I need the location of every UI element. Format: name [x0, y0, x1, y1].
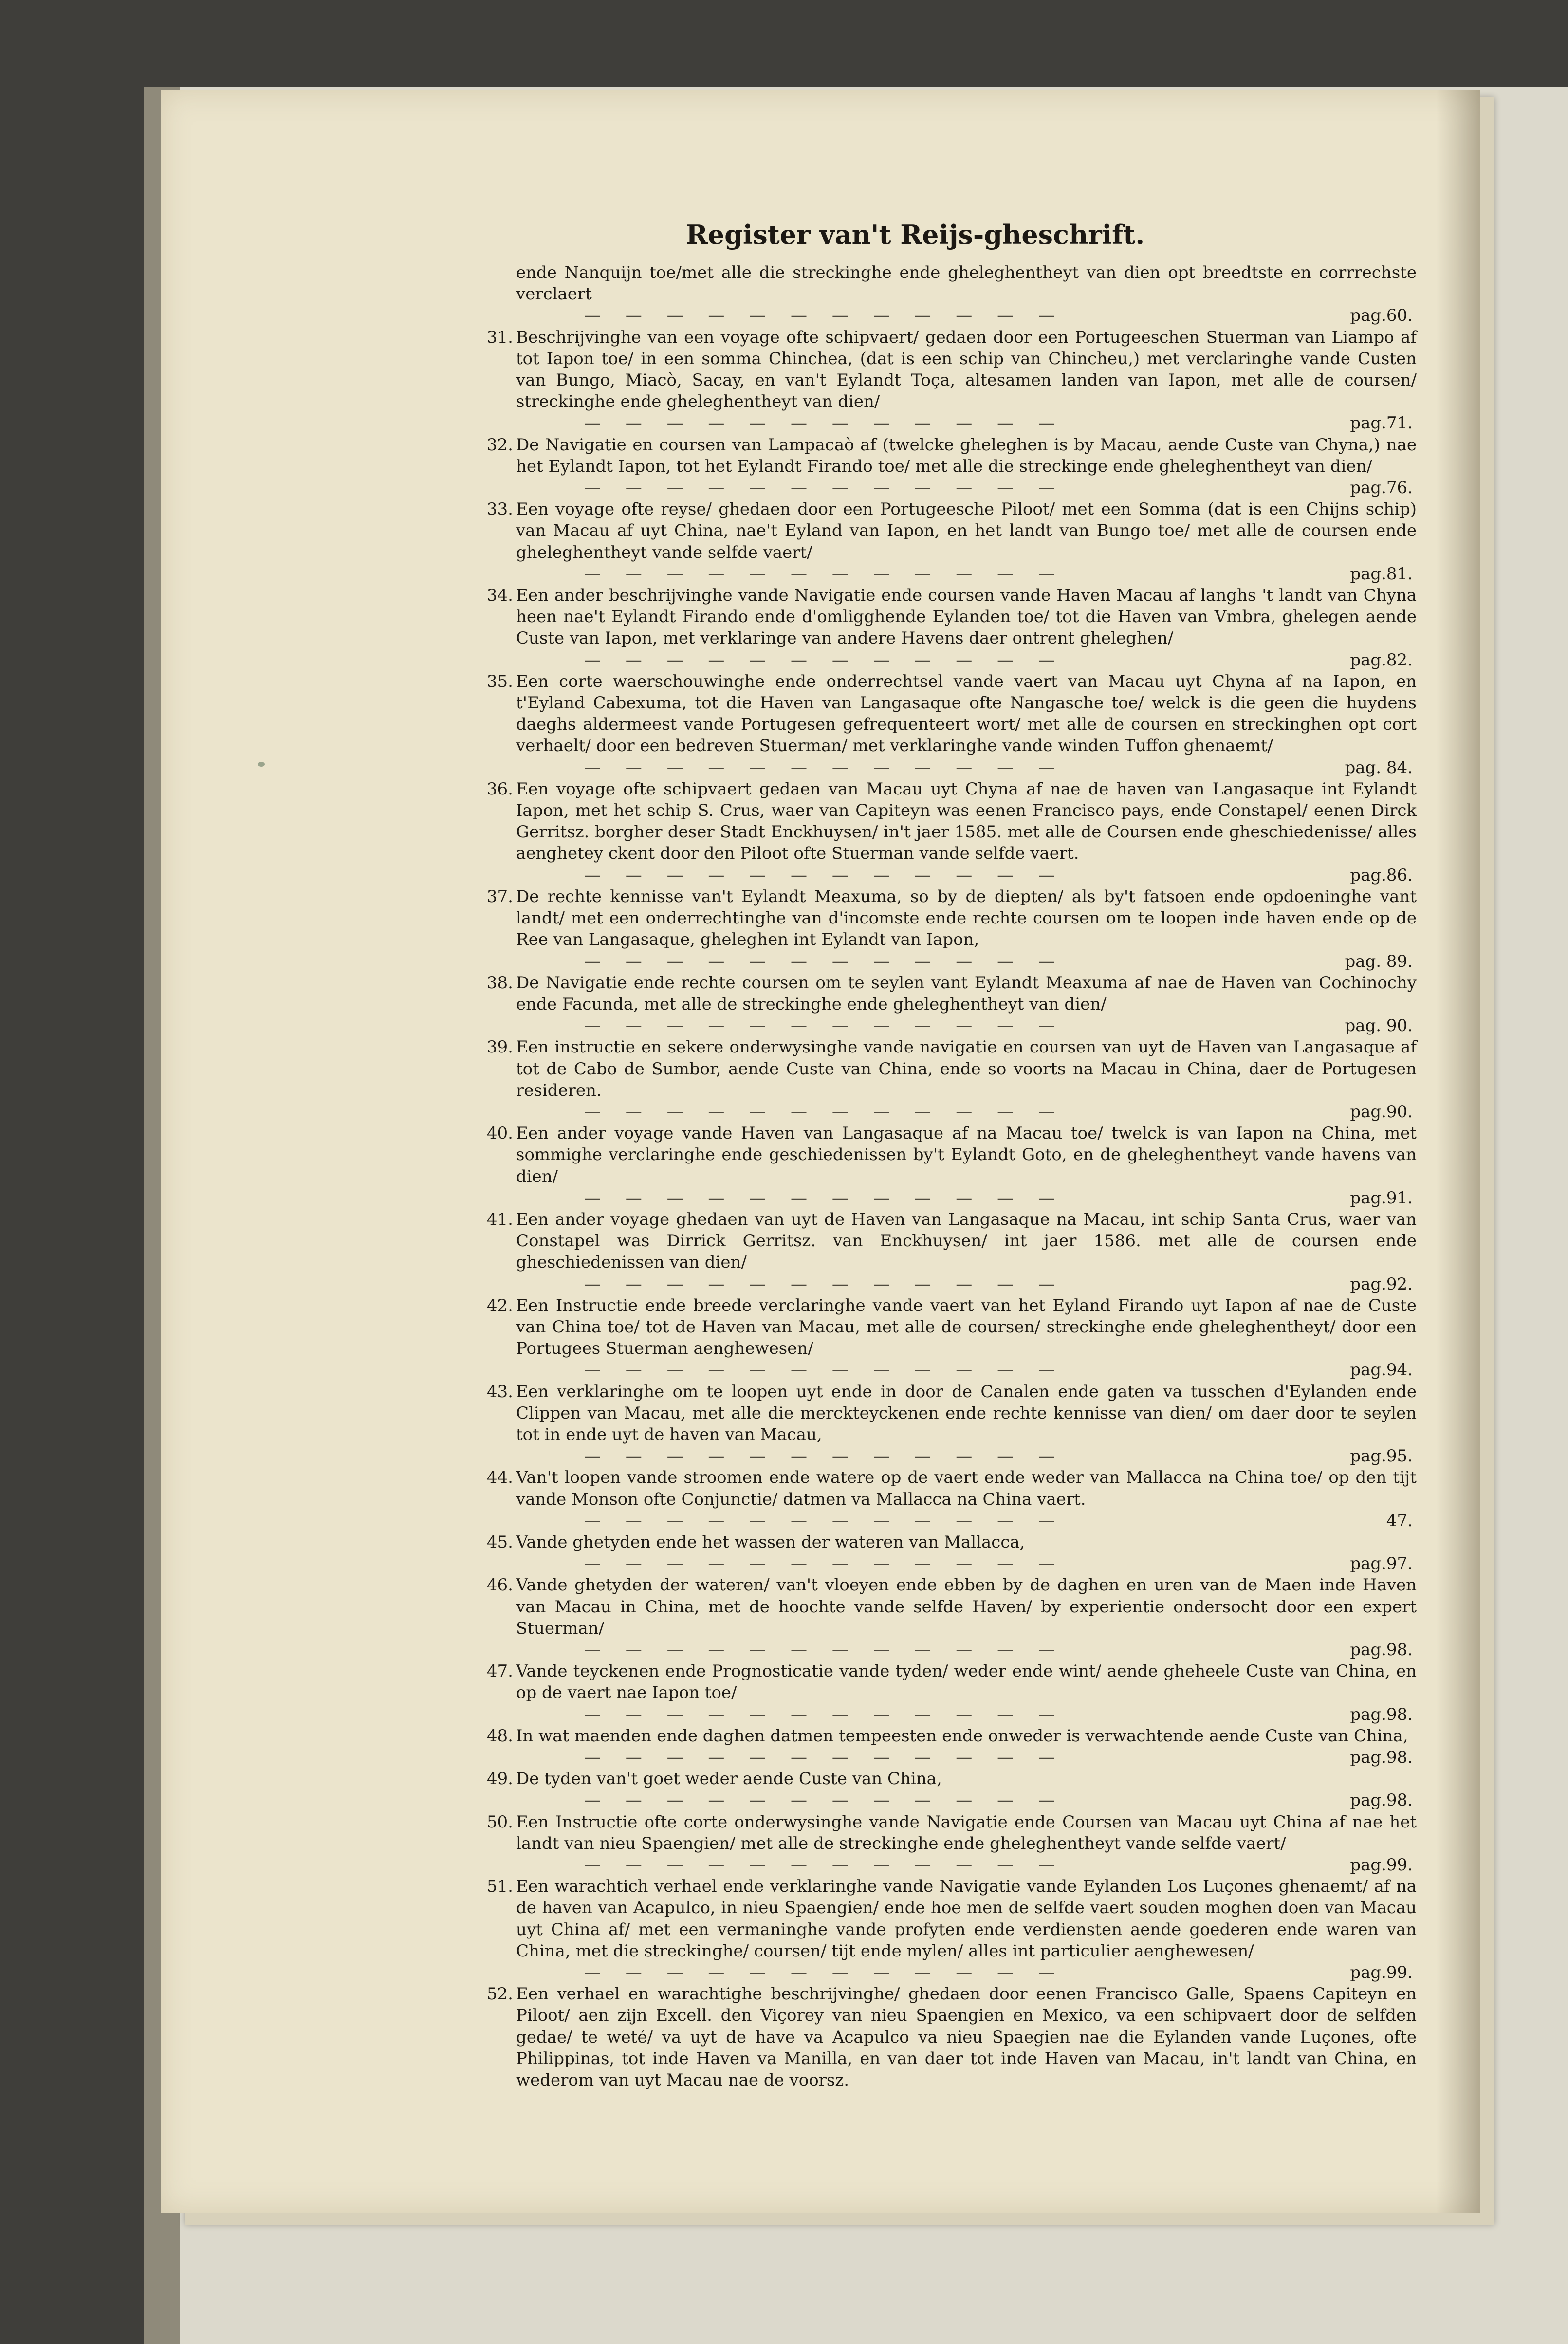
register-entry	[486, 1467, 1417, 1532]
entry-text: Van't loopen vande stroomen ende watere op de vaert ende weder van Mallacca na China toe/ op den tijt vande Monson ofte Conjunctie/ datmen va Mallacca na China vaert.	[516, 1468, 1417, 1509]
page-reference: — — — pag.98.	[516, 1747, 1417, 1768]
page-reference: — — — pag.98.	[516, 1790, 1417, 1811]
page-reference: — — — 47.	[516, 1510, 1417, 1532]
register-entry	[516, 262, 1417, 327]
entry-text: Een instructie en sekere onderwysinghe vande navigatie en coursen van uyt de Haven van Langasaque af tot de Cabo de Sumbor, aende Custe van China, ende so voorts na Macau in China, daer de Portugesen resideren.	[516, 1037, 1417, 1100]
page-reference: — — — pag.92.	[516, 1274, 1417, 1295]
register-entry	[486, 1209, 1417, 1295]
register-entry	[486, 778, 1417, 886]
entry-number: 42.	[486, 1295, 513, 1315]
entry-text: Een ander voyage vande Haven van Langasaque af na Macau toe/ twelck is van Iapon na China, met sommighe verclaringhe ende geschiedenissen by't Eylandt Goto, en de gheleghentheyt vande havens van dien/	[516, 1124, 1417, 1186]
page-reference: — — — pag.98.	[516, 1704, 1417, 1725]
entry-number: 32.	[486, 435, 513, 455]
entry-number: 34.	[486, 586, 513, 606]
page-reference: — — — pag.97.	[516, 1553, 1417, 1574]
entry-number: 40.	[486, 1124, 513, 1144]
register-entry	[486, 1768, 1417, 1811]
page-reference: — — — pag.82.	[516, 649, 1417, 671]
register-entry	[486, 1574, 1417, 1661]
register-entry	[486, 1661, 1417, 1725]
entry-text: Een corte waerschouwinghe ende onderrechtsel vande vaert van Macau uyt Chyna af na Iapon, en t'Eyland Cabexuma, tot die Haven van Langasaque ofte Nangasche toe/ welck is die geen die huydens daeghs aldermeest vande Portugesen gefrequenteert wort/ met alle de coursen en streckinghen opt cort verhaelt/ door een bedreven Stuerman/ met verklaringhe vande winden Tuffon ghenaemt/	[516, 671, 1417, 756]
page-reference: — — — pag.86.	[516, 865, 1417, 886]
register-entry	[486, 585, 1417, 671]
entry-number: 51.	[486, 1877, 513, 1897]
page-reference: — — — pag.90.	[516, 1101, 1417, 1123]
entry-text: Een ander beschrijvinghe vande Navigatie ende coursen vande Haven Macau af langhs 't landt van Chyna heen nae't Eylandt Firando ende d'omligghende Eylanden toe/ tot die Haven van Vmbra, ghelegen aende Custe van Iapon, met verklaringe van andere Havens daer ontrent gheleghen/	[516, 586, 1417, 648]
register-entry	[486, 886, 1417, 972]
page-reference: — — — pag. 89.	[516, 951, 1417, 972]
page-reference: — — — pag.99.	[516, 1854, 1417, 1876]
entry-text: ende Nanquijn toe/met alle die streckinghe ende gheleghentheyt van dien opt breedtste en corrrechste verclaert	[516, 263, 1417, 304]
page-reference: — — — pag.76.	[516, 477, 1417, 498]
register-entry	[486, 1532, 1417, 1574]
register-entry	[486, 1295, 1417, 1381]
entry-text: Beschrijvinghe van een voyage ofte schipvaert/ gedaen door een Portugeeschen Stuerman van Liampo af tot Iapon toe/ in een somma Chinchea, (dat is een schip van Chincheu,) met verclaringhe vande Custen van Bungo, Miacò, Sacay, en van't Eylandt Toça, altesamen landen van Iapon, met alle de coursen/ streckinghe ende gheleghentheyt van dien/	[516, 327, 1417, 412]
entry-number: 44.	[486, 1468, 513, 1488]
entry-number: 48.	[486, 1726, 513, 1746]
register-entry	[486, 498, 1417, 585]
entry-number: 47.	[486, 1661, 513, 1681]
register-entry	[486, 671, 1417, 778]
page-reference: — — — pag.81.	[516, 563, 1417, 585]
entry-text: De Navigatie en coursen van Lampacaò af (twelcke gheleghen is by Macau, aende Custe van Chyna,) nae het Eylandt Iapon, tot het Eylandt Firando toe/ met alle die streckinge ende gheleghentheyt van dien/	[516, 435, 1417, 476]
entry-number: 35.	[486, 671, 513, 691]
entry-text: Een warachtich verhael ende verklaringhe vande Navigatie vande Eylanden Los Luçones ghenaemt/ af na de haven van Acapulco, in nieu Spaengien/ ende hoe men de selfde vaert souden moghen doen van Macau uyt China af/ met een vermaninghe vande profyten ende verdiensten aende goederen ende waren van China, met die streckinghe/ coursen/ tijt ende mylen/ alles int particulier aenghewesen/	[516, 1877, 1417, 1961]
register-entry	[486, 1725, 1417, 1768]
entry-text: Een Instructie ende breede verclaringhe vande vaert van het Eyland Firando uyt Iapon af nae de Custe van China toe/ tot de Haven van Macau, met alle de coursen/ streckinghe ende gheleghentheyt/ door een Portugees Stuerman aenghewesen/	[516, 1295, 1417, 1359]
page-reference: — — — pag.60.	[516, 305, 1417, 326]
running-head: Register van't Reijs-gheschrift.	[685, 219, 1145, 250]
entry-text: Vande ghetyden ende het wassen der wateren van Mallacca,	[516, 1532, 1025, 1552]
entry-number: 33.	[486, 499, 513, 519]
entry-text: Een Instructie ofte corte onderwysinghe vande Navigatie ende Coursen van Macau uyt China af nae het landt van nieu Spaengien/ met alle de streckinghe ende gheleghentheyt vande selfde vaert/	[516, 1812, 1417, 1853]
page-reference: — — — pag.99.	[516, 1962, 1417, 1983]
entry-text: Vande ghetyden der wateren/ van't vloeyen ende ebben by de daghen en uren van de Maen inde Haven van Macau in China, met de hoochte vande selfde Haven/ by experientie ondersocht door een expert Stuerman/	[516, 1575, 1417, 1638]
entry-number: 52.	[486, 1984, 513, 2004]
page-reference: — — — pag. 84.	[516, 757, 1417, 778]
register-entry	[486, 1123, 1417, 1209]
register-entry	[486, 327, 1417, 434]
entry-text: Een verklaringhe om te loopen uyt ende in door de Canalen ende gaten va tusschen d'Eylanden ende Clippen van Macau, met alle die merckteyckenen ende rechte kennisse van dien/ om daer door te seylen tot in ende uyt de haven van Macau,	[516, 1382, 1417, 1444]
entry-number: 50.	[486, 1812, 513, 1832]
page-reference: — — — pag.71.	[516, 412, 1417, 434]
entry-number: 41.	[486, 1209, 513, 1229]
entry-text: De tyden van't goet weder aende Custe van China,	[516, 1769, 942, 1789]
page-reference: — — — pag. 90.	[516, 1015, 1417, 1036]
register-entry	[486, 434, 1417, 499]
entry-number: 43.	[486, 1382, 513, 1402]
page-reference: — — — pag.98.	[516, 1639, 1417, 1661]
register-entry	[486, 1983, 1417, 2091]
entry-text: De Navigatie ende rechte coursen om te seylen vant Eylandt Meaxuma af nae de Haven van Cochinochy ende Facunda, met alle de streckinghe ende gheleghentheyt van dien/	[516, 973, 1417, 1014]
register-entry	[486, 1876, 1417, 1983]
paper-stain	[258, 762, 265, 767]
entry-text: Een voyage ofte schipvaert gedaen van Macau uyt Chyna af nae de haven van Langasaque int Eylandt Iapon, met het schip S. Crus, waer van Capiteyn was eenen Francisco pays, ende Constapel/ eenen Dirck Gerritsz. borgher deser Stadt Enckhuysen/ in't jaer 1585. met alle de Coursen ende gheschiedenisse/ alles aenghetey ckent door den Piloot ofte Stuerman vande selfde vaert.	[516, 779, 1417, 864]
register-entry	[486, 1811, 1417, 1876]
page-reference: — — — pag.91.	[516, 1187, 1417, 1209]
entry-number: 38.	[486, 973, 513, 993]
entry-number: 39.	[486, 1037, 513, 1057]
entry-number: 49.	[486, 1769, 513, 1789]
entry-text: Een ander voyage ghedaen van uyt de Haven van Langasaque na Macau, int schip Santa Crus, waer van Constapel was Dirrick Gerritsz. van Enckhuysen/ int jaer 1586. met alle de coursen ende gheschiedenissen van dien/	[516, 1209, 1417, 1273]
gutter-shadow	[1436, 90, 1480, 2213]
entry-text: Een voyage ofte reyse/ ghedaen door een Portugeesche Piloot/ met een Somma (dat is een Chijns schip) van Macau af uyt China, nae't Eyland van Iapon, en het landt van Bungo toe/ met alle de coursen ende gheleghentheyt vande selfde vaert/	[516, 499, 1417, 562]
entry-number: 37.	[486, 886, 513, 906]
entry-text: In wat maenden ende daghen datmen tempeesten ende onweder is verwachtende aende Custe van China,	[516, 1726, 1408, 1746]
entry-number: 31.	[486, 327, 513, 347]
page-reference: — — — pag.95.	[516, 1445, 1417, 1467]
entry-number: 45.	[486, 1532, 513, 1552]
entry-number: 46.	[486, 1575, 513, 1595]
register-entry	[486, 1381, 1417, 1467]
page-reference: — — — pag.94.	[516, 1359, 1417, 1381]
register-entry	[486, 972, 1417, 1037]
entry-number: 36.	[486, 779, 513, 799]
entry-text: De rechte kennisse van't Eylandt Meaxuma, so by de diepten/ als by't fatsoen ende opdoeninghe vant landt/ met een onderrechtinghe van d'incomste ende rechte coursen om te loopen inde haven ende op de Ree van Langasaque, gheleghen int Eylandt van Iapon,	[516, 886, 1417, 950]
register-text	[486, 262, 1417, 2091]
entry-text: Vande teyckenen ende Prognosticatie vande tyden/ weder ende wint/ aende gheheele Custe van China, en op de vaert nae Iapon toe/	[516, 1661, 1417, 1703]
register-entry	[486, 1036, 1417, 1123]
entry-text: Een verhael en warachtighe beschrijvinghe/ ghedaen door eenen Francisco Galle, Spaens Capiteyn en Piloot/ aen zijn Excell. den Viçorey van nieu Spaengien en Mexico, va een schipvaert door de selfden gedae/ te weté/ va uyt de have va Acapulco va nieu Spaegien nae die Eylanden vande Luçones, ofte Philippinas, tot inde Haven va Manilla, en van daer tot inde Haven van Macau, in't landt van China, en wederom van uyt Macau nae de voorsz.	[516, 1984, 1417, 2090]
